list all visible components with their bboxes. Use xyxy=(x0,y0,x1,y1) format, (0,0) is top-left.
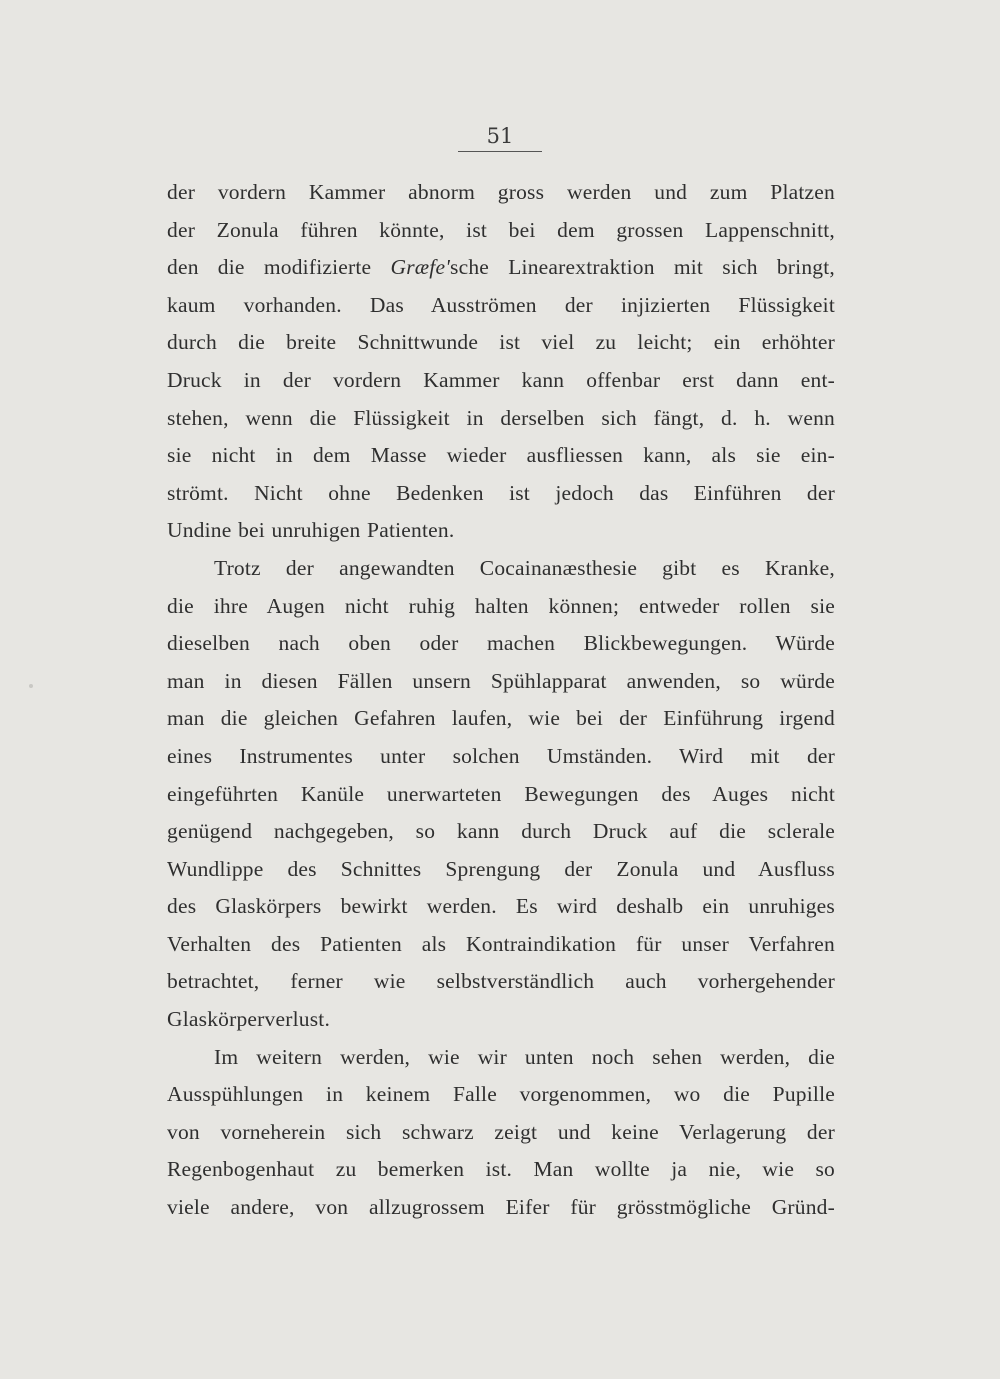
text-line: Glaskörperverlust. xyxy=(167,1007,331,1032)
paragraph-1 xyxy=(167,174,835,550)
text-line: Trotz der angewandten Cocainanæsthesie gibt es Kranke, xyxy=(214,555,835,580)
text-line: viele andere, von allzugrossem Eifer für grösstmögliche Gründ- xyxy=(167,1195,835,1220)
page-number-rule xyxy=(458,151,542,152)
text-line: Undine bei unruhigen Patienten. xyxy=(167,518,455,543)
italic-name: Græfe' xyxy=(390,255,451,280)
text-line: der vordern Kammer abnorm gross werden und zum Platzen xyxy=(167,180,835,204)
text-line: von vorneherein sich schwarz zeigt und keine Verlagerung der xyxy=(167,1119,835,1144)
text-line: durch die breite Schnittwunde ist viel zu leicht; ein erhöhter xyxy=(167,330,835,355)
body-text xyxy=(167,174,835,1227)
text-line: des Glaskörpers bewirkt werden. Es wird deshalb ein unruhiges xyxy=(167,894,835,919)
text-line: Wundlippe des Schnittes Sprengung der Zonula und Ausfluss xyxy=(167,856,835,881)
text-line: die ihre Augen nicht ruhig halten können; entweder rollen sie xyxy=(167,593,835,618)
text-line: Verhalten des Patienten als Kontraindikation für unser Verfahren xyxy=(167,931,835,956)
text-line: sie nicht in dem Masse wieder ausfliessen kann, als sie ein- xyxy=(167,443,835,468)
text-line: man die gleichen Gefahren laufen, wie bei der Einführung irgend xyxy=(167,706,835,731)
text-line: eingeführten Kanüle unerwarteten Bewegungen des Auges nicht xyxy=(167,781,835,806)
text-line: Ausspühlungen in keinem Falle vorgenommen, wo die Pupille xyxy=(167,1082,835,1107)
text-line: Im weitern werden, wie wir unten noch sehen werden, die xyxy=(214,1044,835,1069)
text-line: der Zonula führen könnte, ist bei dem grossen Lappenschnitt, xyxy=(167,217,835,242)
text-line: eines Instrumentes unter solchen Umständen. Wird mit der xyxy=(167,743,835,768)
text-line: Druck in der vordern Kammer kann offenbar erst dann ent- xyxy=(167,367,835,392)
text-line: dieselben nach oben oder machen Blickbewegungen. Würde xyxy=(167,631,835,656)
text-line: strömt. Nicht ohne Bedenken ist jedoch das Einführen der xyxy=(167,480,835,505)
text-line: kaum vorhanden. Das Ausströmen der injizierten Flüssigkeit xyxy=(167,292,835,317)
text-line: man in diesen Fällen unsern Spühlapparat anwenden, so würde xyxy=(167,668,835,693)
paper-speck xyxy=(29,684,33,688)
text-line: stehen, wenn die Flüssigkeit in derselben sich fängt, d. h. wenn xyxy=(167,405,835,430)
text-line: genügend nachgegeben, so kann durch Druck auf die sclerale xyxy=(167,819,835,844)
paragraph-2 xyxy=(167,550,835,1039)
paragraph-3 xyxy=(167,1039,835,1227)
page-number: 51 xyxy=(486,124,514,148)
text-line: den die modifizierte Græfe'sche Linearextraktion mit sich bringt, xyxy=(167,255,835,280)
text-line: betrachtet, ferner wie selbstverständlich auch vorhergehender xyxy=(167,969,835,994)
text-line: Regenbogenhaut zu bemerken ist. Man wollte ja nie, wie so xyxy=(167,1157,835,1182)
